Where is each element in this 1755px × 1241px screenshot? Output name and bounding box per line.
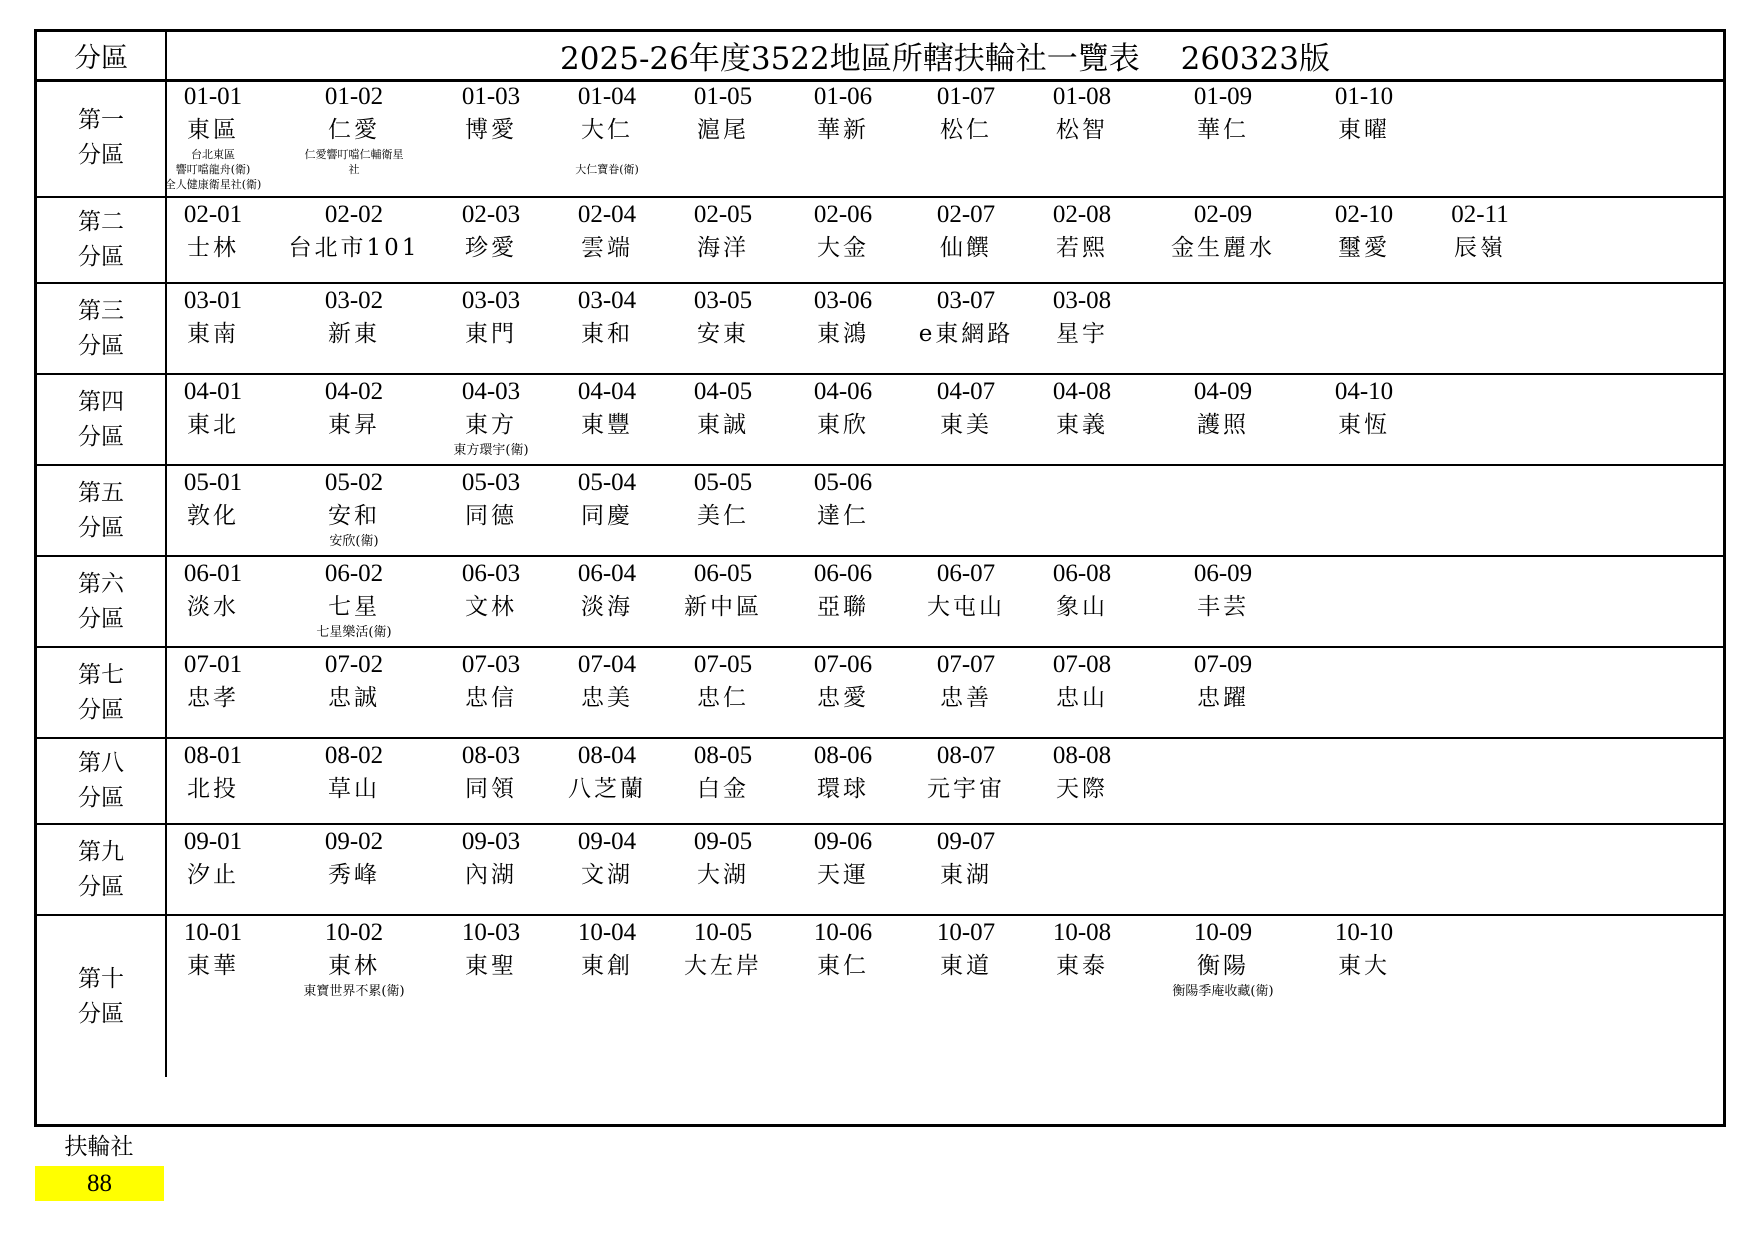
club-code: 07-06 (813, 651, 873, 678)
club-name: 東華 (187, 953, 239, 979)
satellite-club-note: 東方環宇(衛) (453, 443, 529, 458)
club-name: 美仁 (697, 503, 749, 529)
club-code: 06-08 (1052, 560, 1112, 587)
club-code: 09-05 (693, 828, 753, 855)
club-code: 07-07 (936, 651, 996, 678)
club-code: 09-03 (461, 828, 521, 855)
page-title: 2025-26年度3522地區所轄扶輪社一覽表 260323版 (560, 41, 1330, 77)
club-name: 護照 (1197, 412, 1249, 438)
club-code: 10-04 (577, 919, 637, 946)
club-code: 01-04 (577, 83, 637, 110)
club-code: 03-08 (1052, 287, 1112, 314)
club-code: 09-07 (936, 828, 996, 855)
club-name: 衡陽 (1197, 953, 1249, 979)
club-code: 07-05 (693, 651, 753, 678)
section-row (37, 646, 1723, 737)
section-label-number: 第四 (78, 388, 124, 415)
club-name: 東誠 (697, 412, 749, 438)
club-code: 06-04 (577, 560, 637, 587)
section-label-suffix: 分區 (78, 785, 124, 811)
club-code: 03-07 (936, 287, 996, 314)
club-code: 05-04 (577, 469, 637, 496)
club-code: 04-03 (461, 378, 521, 405)
section-label-suffix: 分區 (78, 605, 124, 632)
club-name: 東林 (328, 953, 380, 979)
club-entry (1380, 198, 1580, 263)
club-code: 01-05 (693, 83, 753, 110)
section-label-number: 第三 (78, 297, 124, 324)
club-name: 秀峰 (328, 862, 380, 888)
club-code: 06-09 (1193, 560, 1253, 587)
section-label-number: 第六 (78, 570, 124, 597)
club-entry (1123, 648, 1323, 713)
club-code: 02-04 (577, 201, 637, 228)
section-label-suffix: 分區 (78, 873, 124, 900)
club-name: 忠仁 (697, 685, 749, 711)
satellite-club-note: 東寶世界不累(衛) (303, 984, 405, 999)
club-name: 忠信 (465, 685, 517, 711)
club-name: 元宇宙 (927, 776, 1005, 802)
club-code: 03-01 (183, 287, 243, 314)
club-name: 滬尾 (697, 117, 749, 143)
club-code: 08-08 (1052, 742, 1112, 769)
club-name: 東泰 (1056, 953, 1108, 979)
club-code: 07-01 (183, 651, 243, 678)
club-name: 東昇 (328, 412, 380, 438)
club-count-value: 88 (35, 1166, 164, 1201)
club-name: 忠愛 (817, 685, 869, 711)
club-code: 01-10 (1334, 83, 1394, 110)
club-code: 04-10 (1334, 378, 1394, 405)
section-row (37, 282, 1723, 373)
club-name: 象山 (1056, 594, 1108, 620)
section-row (37, 373, 1723, 464)
club-name: 東道 (940, 953, 992, 979)
club-name: 同德 (465, 503, 517, 529)
club-code: 10-08 (1052, 919, 1112, 946)
club-code: 02-03 (461, 201, 521, 228)
club-entry (743, 466, 943, 531)
club-name: 同慶 (581, 503, 633, 529)
club-name: 忠躍 (1197, 685, 1249, 711)
club-name: 東豐 (581, 412, 633, 438)
club-code: 09-04 (577, 828, 637, 855)
club-name: 東門 (465, 321, 517, 347)
club-code: 10-06 (813, 919, 873, 946)
section-label-suffix: 分區 (78, 244, 124, 270)
club-name: 草山 (328, 776, 380, 802)
club-name: 大湖 (697, 862, 749, 888)
club-code: 07-09 (1193, 651, 1253, 678)
club-entry (1264, 375, 1464, 440)
club-name: 博愛 (465, 117, 517, 143)
club-name: 璽愛 (1338, 235, 1390, 261)
club-name: 台北市101 (288, 235, 420, 261)
club-name: 敦化 (187, 503, 239, 529)
section-label-suffix: 分區 (78, 332, 124, 359)
club-code: 04-01 (183, 378, 243, 405)
club-code: 10-03 (461, 919, 521, 946)
club-code: 05-05 (693, 469, 753, 496)
section-label-number: 第八 (78, 750, 124, 776)
club-name: 北投 (187, 776, 239, 802)
club-name: 東美 (940, 412, 992, 438)
club-name: 大仁 (581, 117, 633, 143)
club-code: 09-06 (813, 828, 873, 855)
club-name: 大屯山 (927, 594, 1005, 620)
section-row (37, 196, 1723, 282)
section-row (37, 464, 1723, 555)
section-label-suffix: 分區 (78, 1000, 124, 1027)
club-code: 03-03 (461, 287, 521, 314)
club-code: 04-08 (1052, 378, 1112, 405)
club-code: 06-05 (693, 560, 753, 587)
section-row (37, 80, 1723, 196)
club-code: 10-01 (183, 919, 243, 946)
club-code: 05-06 (813, 469, 873, 496)
club-name: 東北 (187, 412, 239, 438)
club-code: 07-04 (577, 651, 637, 678)
section-label-number: 第一 (78, 107, 124, 133)
club-name: 東區 (187, 117, 239, 143)
club-code: 02-07 (936, 201, 996, 228)
section-label-number: 第五 (78, 479, 124, 506)
club-name: 八芝蘭 (568, 776, 646, 802)
section-label-number: 第二 (78, 209, 124, 235)
club-code: 03-06 (813, 287, 873, 314)
club-code: 04-04 (577, 378, 637, 405)
club-code: 04-02 (324, 378, 384, 405)
club-name: 安和 (328, 503, 380, 529)
club-code: 09-02 (324, 828, 384, 855)
club-name: 東鴻 (817, 321, 869, 347)
club-name: 白金 (697, 776, 749, 802)
club-name: 七星 (328, 594, 380, 620)
club-name: 東仁 (817, 953, 869, 979)
club-name: 安東 (697, 321, 749, 347)
club-name: 士林 (187, 235, 239, 261)
satellite-club-note: 仁愛響叮噹仁輔衛星 社 (304, 148, 404, 176)
club-name: 忠善 (940, 685, 992, 711)
club-name: 東湖 (940, 862, 992, 888)
club-code: 04-09 (1193, 378, 1253, 405)
club-code: 02-09 (1193, 201, 1253, 228)
club-name: 同領 (465, 776, 517, 802)
club-code: 08-06 (813, 742, 873, 769)
club-code: 08-03 (461, 742, 521, 769)
club-name: 環球 (817, 776, 869, 802)
club-code: 02-01 (183, 201, 243, 228)
club-code: 08-02 (324, 742, 384, 769)
club-name: e東網路 (918, 321, 1014, 347)
club-entry (982, 284, 1182, 349)
club-name: 東欣 (817, 412, 869, 438)
club-code: 06-07 (936, 560, 996, 587)
club-code: 03-05 (693, 287, 753, 314)
club-code: 06-02 (324, 560, 384, 587)
club-name: 松仁 (940, 117, 992, 143)
satellite-club-note: 七星樂活(衛) (316, 625, 392, 640)
club-name: 忠山 (1056, 685, 1108, 711)
club-code: 01-02 (324, 83, 384, 110)
club-code: 10-02 (324, 919, 384, 946)
club-code: 04-06 (813, 378, 873, 405)
club-code: 02-10 (1334, 201, 1394, 228)
club-name: 天際 (1056, 776, 1108, 802)
club-code: 08-04 (577, 742, 637, 769)
club-entry (1264, 80, 1464, 145)
section-label-suffix: 分區 (78, 142, 124, 168)
club-code: 06-01 (183, 560, 243, 587)
club-name: 達仁 (817, 503, 869, 529)
club-code: 07-08 (1052, 651, 1112, 678)
club-code: 03-04 (577, 287, 637, 314)
club-code: 02-11 (1451, 201, 1509, 228)
club-name: 星宇 (1056, 321, 1108, 347)
club-name: 東創 (581, 953, 633, 979)
club-name: 東大 (1338, 953, 1390, 979)
club-code: 05-02 (324, 469, 384, 496)
section-row (37, 914, 1723, 1077)
club-name: 仁愛 (328, 117, 380, 143)
club-name: 海洋 (697, 235, 749, 261)
club-name: 丰芸 (1197, 594, 1249, 620)
club-name: 天運 (817, 862, 869, 888)
section-row (37, 823, 1723, 914)
club-entry (982, 739, 1182, 804)
club-code: 08-07 (936, 742, 996, 769)
club-code: 07-02 (324, 651, 384, 678)
club-name: 珍愛 (465, 235, 517, 261)
club-name: 東南 (187, 321, 239, 347)
club-code: 02-06 (813, 201, 873, 228)
section-label-number: 第九 (78, 838, 124, 865)
club-name: 松智 (1056, 117, 1108, 143)
club-code: 10-10 (1334, 919, 1394, 946)
club-code: 02-02 (324, 201, 384, 228)
club-code: 04-05 (693, 378, 753, 405)
club-code: 09-01 (183, 828, 243, 855)
club-name: 內湖 (465, 862, 517, 888)
club-code: 04-07 (936, 378, 996, 405)
club-name: 忠誠 (328, 685, 380, 711)
club-name: 亞聯 (817, 594, 869, 620)
club-name: 東和 (581, 321, 633, 347)
club-name: 新東 (328, 321, 380, 347)
club-code: 01-09 (1193, 83, 1253, 110)
club-name: 雲端 (581, 235, 633, 261)
section-row (37, 737, 1723, 823)
club-code: 02-08 (1052, 201, 1112, 228)
club-name: 東方 (465, 412, 517, 438)
club-code: 01-07 (936, 83, 996, 110)
club-name: 金生麗水 (1171, 235, 1275, 261)
club-code: 06-06 (813, 560, 873, 587)
club-roster-table (34, 29, 1726, 1127)
club-name: 大金 (817, 235, 869, 261)
club-name: 忠孝 (187, 685, 239, 711)
satellite-club-note: 台北東區 響叮噹龍舟(衛) 全人健康衛星社(衛) (164, 148, 262, 191)
club-name: 東聖 (465, 953, 517, 979)
club-code: 01-08 (1052, 83, 1112, 110)
satellite-club-note: 安欣(衛) (329, 534, 379, 549)
section-row (37, 555, 1723, 646)
club-name: 忠美 (581, 685, 633, 711)
club-name: 東恆 (1338, 412, 1390, 438)
club-code: 08-01 (183, 742, 243, 769)
club-code: 01-03 (461, 83, 521, 110)
district-column-header: 分區 (37, 32, 167, 79)
club-name: 汐止 (187, 862, 239, 888)
club-name: 東曜 (1338, 117, 1390, 143)
club-code: 10-07 (936, 919, 996, 946)
club-name: 華仁 (1197, 117, 1249, 143)
club-code: 05-03 (461, 469, 521, 496)
section-label-number: 第十 (78, 965, 124, 992)
club-name: 若熙 (1056, 235, 1108, 261)
club-name: 辰嶺 (1454, 235, 1506, 261)
club-name: 新中區 (684, 594, 762, 620)
club-name: 淡海 (581, 594, 633, 620)
section-label-suffix: 分區 (78, 423, 124, 450)
section-label-suffix: 分區 (78, 514, 124, 541)
club-code: 05-01 (183, 469, 243, 496)
club-code: 06-03 (461, 560, 521, 587)
club-code: 07-03 (461, 651, 521, 678)
satellite-club-note: 衡陽季庵收藏(衛) (1172, 984, 1274, 999)
club-code: 01-01 (183, 83, 243, 110)
club-name: 東義 (1056, 412, 1108, 438)
club-code: 03-02 (324, 287, 384, 314)
section-label-suffix: 分區 (78, 696, 124, 723)
section-label-number: 第七 (78, 661, 124, 688)
club-name: 華新 (817, 117, 869, 143)
club-code: 10-09 (1193, 919, 1253, 946)
club-code: 08-05 (693, 742, 753, 769)
club-name: 文林 (465, 594, 517, 620)
club-code: 10-05 (693, 919, 753, 946)
table-header (37, 32, 1723, 82)
satellite-club-note: 大仁寶眷(衛) (575, 163, 639, 176)
club-name: 文湖 (581, 862, 633, 888)
club-code: 01-06 (813, 83, 873, 110)
club-name: 大左岸 (684, 953, 762, 979)
club-entry (1123, 557, 1323, 622)
club-entry (866, 825, 1066, 890)
club-name: 淡水 (187, 594, 239, 620)
club-name: 仙饌 (940, 235, 992, 261)
club-count-label: 扶輪社 (64, 1134, 134, 1160)
club-code: 02-05 (693, 201, 753, 228)
club-entry (1264, 916, 1464, 981)
